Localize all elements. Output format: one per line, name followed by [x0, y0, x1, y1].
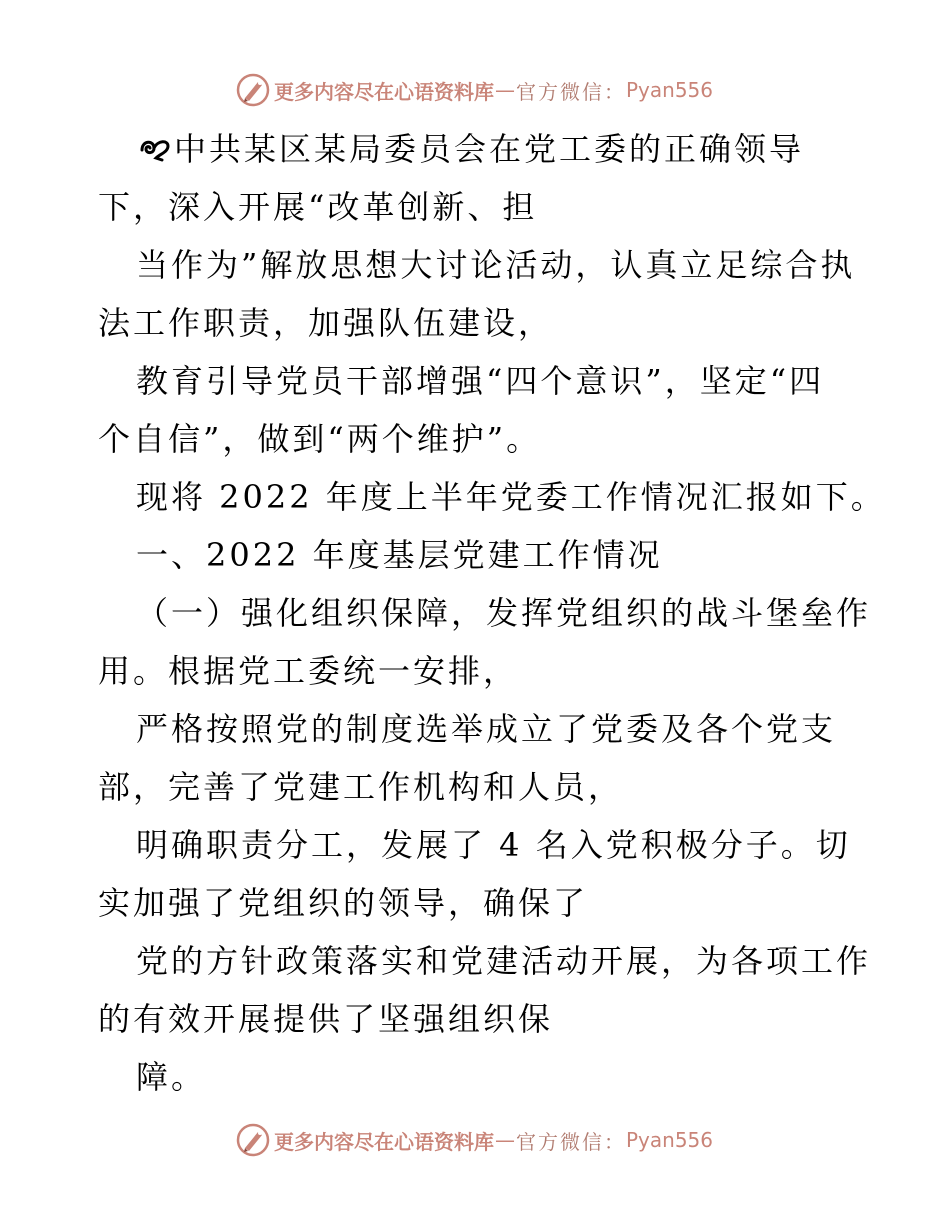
footer-dash: — [495, 1128, 515, 1152]
paragraph-line: 严格按照党的制度选举成立了党委及各个党支 [136, 710, 837, 748]
paragraph-line: （一）强化组织保障，发挥党组织的战斗堡垒作 [136, 594, 872, 632]
header-label: 官方微信： [516, 79, 626, 104]
header-dash: — [495, 78, 515, 102]
paragraph-line: 下，深入开展“改革创新、担 [98, 188, 538, 226]
paragraph-text: 中共某区某局委员会在党工委的正确领导 [174, 130, 805, 168]
pen-logo-icon [236, 73, 270, 107]
footer-handle: Pyan556 [626, 1128, 714, 1152]
paragraph-line: 实加强了党组织的领导，确保了 [98, 884, 589, 922]
paragraph-line: 教育引导党员干部增强“四个意识”，坚定“四 [136, 362, 825, 400]
flourish-bullet-icon [136, 132, 174, 164]
document-body [98, 120, 886, 1106]
paragraph-line: 明确职责分工，发展了 4 名入党积极分子。切 [136, 826, 851, 864]
footer-watermark [236, 1120, 713, 1160]
header-watermark [236, 70, 713, 110]
paragraph-line: 法工作职责，加强队伍建设， [98, 304, 554, 342]
paragraph-line: 当作为”解放思想大讨论活动，认真立足综合执 [136, 246, 856, 284]
footer-brand-text: 更多内容尽在心语资料库 [274, 1129, 494, 1154]
paragraph-line: 用。根据党工委统一安排， [98, 652, 519, 690]
paragraph-line: 个自信”，做到“两个维护”。 [98, 420, 542, 458]
paragraph-line [98, 120, 858, 178]
header-brand-text: 更多内容尽在心语资料库 [274, 79, 494, 104]
paragraph-line: 现将 2022 年度上半年党委工作情况汇报如下。 [136, 478, 886, 516]
paragraph-line: 党的方针政策落实和党建活动开展，为各项工作 [136, 942, 872, 980]
section-heading: 一、2022 年度基层党建工作情况 [136, 536, 663, 574]
pen-logo-icon [236, 1123, 270, 1157]
paragraph-line: 部，完善了党建工作机构和人员， [98, 768, 624, 806]
paragraph-line: 障。 [136, 1058, 207, 1096]
paragraph-line: 的有效开展提供了坚强组织保 [98, 1000, 554, 1038]
footer-label: 官方微信： [516, 1129, 626, 1154]
header-handle: Pyan556 [626, 78, 714, 102]
